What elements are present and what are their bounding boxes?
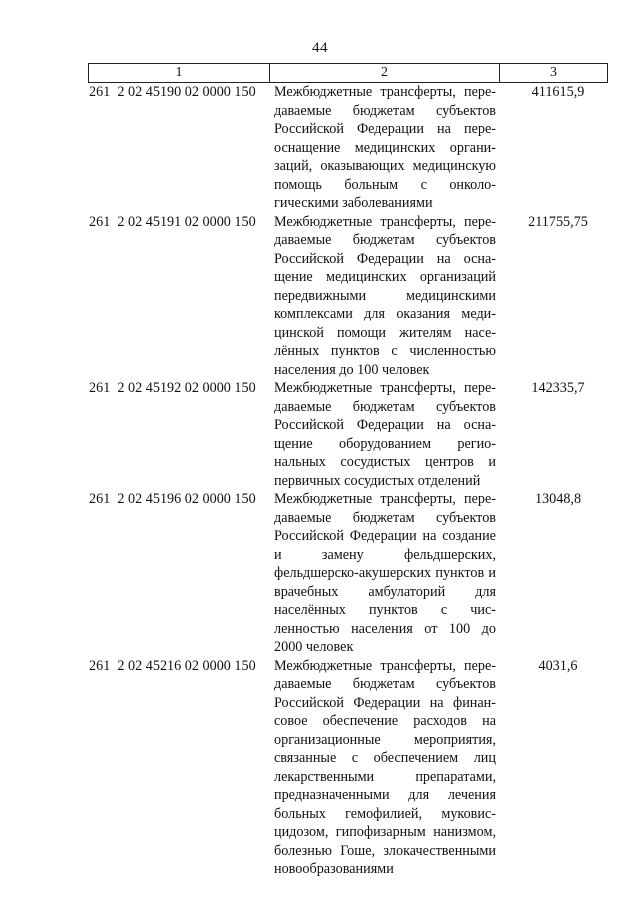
page-number: 44 (312, 40, 328, 56)
table-row (0, 213, 640, 380)
header-column-3: 3 (550, 65, 557, 80)
row-amount: 4031,6 (538, 657, 578, 674)
table-row (0, 83, 640, 213)
table-row (0, 379, 640, 490)
row-description: Межбюджетные трансферты, передаваемые бюджетам субъектов Российской Федерации на оснащение оборудованием региональных сосудистых центров и первичных сосудистых отделений (274, 380, 496, 489)
row-description: Межбюджетные трансферты, передаваемые бюджетам субъектов Российской Федерации на финансовое обеспечение расходов на организационные мероприятия, связанные с обеспечением лиц лекарственными препаратами, предназначенными для лечения больных гемофилией, муковисцидозом, гипофизарным нанизмом, болезнью Гоше, злокачественными новообразованиями (274, 657, 496, 877)
header-column-1: 1 (89, 64, 270, 82)
row-amount: 211755,75 (528, 213, 588, 230)
budget-code: 261 2 02 45192 02 0000 150 (89, 380, 256, 396)
table-row (0, 490, 640, 657)
table-body (0, 83, 640, 879)
budget-code: 261 2 02 45216 02 0000 150 (89, 657, 256, 674)
row-amount: 13048,8 (534, 491, 582, 507)
row-amount: 411615,9 (531, 84, 585, 100)
table-header (88, 63, 608, 83)
header-column-2: 2 (270, 64, 500, 82)
budget-code: 261 2 02 45190 02 0000 150 (89, 84, 256, 100)
row-description: Межбюджетные трансферты, передаваемые бюджетам субъектов Российской Федерации на создание и замену фельдшерских, фельдшерско-акушерских пунктов и врачебных амбулаторий для населённых пунктов с численностью населения от 100 до 2000 человек (274, 491, 496, 655)
row-description: Межбюджетные трансферты, передаваемые бюджетам субъектов Российской Федерации на оснащение медицинских организаций передвижными медицинскими комплексами для оказания медицинской помощи жителям населённых пунктов с численностью населения до 100 человек (274, 213, 496, 378)
budget-code: 261 2 02 45196 02 0000 150 (89, 491, 256, 507)
row-amount: 142335,7 (531, 380, 585, 396)
budget-code: 261 2 02 45191 02 0000 150 (89, 213, 256, 230)
row-description: Межбюджетные трансферты, передаваемые бюджетам субъектов Российской Федерации на переоснащение медицинских организаций, оказывающих медицинскую помощь больным с онкологическими заболеваниями (274, 84, 496, 211)
table-row (0, 657, 640, 879)
